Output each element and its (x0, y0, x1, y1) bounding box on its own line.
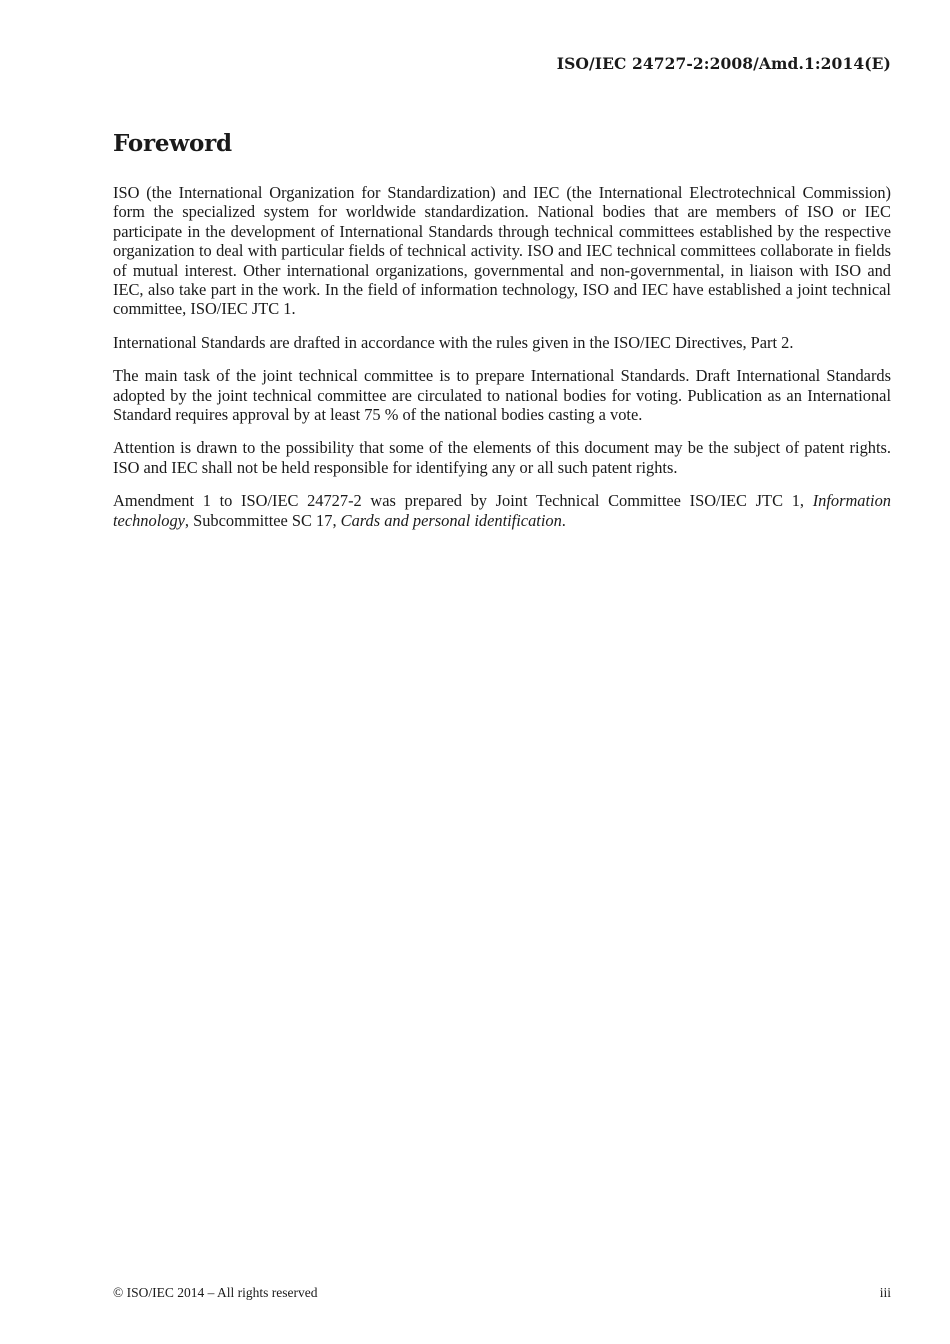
amendment-italic-1: Information technology (113, 491, 891, 530)
page-title: Foreword (113, 130, 232, 157)
paragraph-main-task: The main task of the joint technical committee is to prepare International Standards. Draft International Standards adopted by the joint technical committee are circulated to national bodies for voting. Publication as an International Standard requires approval by at least 75 % of the national bodies casting a vote. (113, 366, 891, 425)
amendment-text-3: . (561, 510, 566, 530)
paragraph-patent-rights: Attention is drawn to the possibility that some of the elements of this document may be the subject of patent rights. ISO and IEC shall not be held responsible for identifying any or all such patent rights. (113, 438, 891, 477)
paragraph-directives: International Standards are drafted in accordance with the rules given in the ISO/IEC Directives, Part 2. (113, 332, 794, 352)
amendment-text-2: , Subcommittee SC 17, (184, 510, 341, 530)
document-identifier: ISO/IEC 24727-2:2008/Amd.1:2014(E) (556, 54, 891, 73)
document-body (113, 130, 891, 544)
paragraph-iso-iec: ISO (the International Organization for Standardization) and IEC (the International Electrotechnical Commission) form the specialized system for worldwide standardization. National bodies that are members of ISO or IEC participate in the development of International Standards through technical committees established by the respective organization to deal with particular fields of technical activity. ISO and IEC technical committees collaborate in fields of mutual interest. Other international organizations, governmental and non-governmental, in liaison with ISO and IEC, also take part in the work. In the field of information technology, ISO and IEC have established a joint technical committee, ISO/IEC JTC 1. (113, 183, 891, 319)
page-number: iii (879, 1285, 891, 1300)
paragraph-amendment (113, 491, 891, 530)
amendment-text-1: Amendment 1 to ISO/IEC 24727-2 was prepared by Joint Technical Committee ISO/IEC JTC 1, (113, 491, 813, 511)
amendment-italic-2: Cards and personal identification (340, 510, 562, 530)
copyright-notice: © ISO/IEC 2014 – All rights reserved (113, 1285, 318, 1300)
